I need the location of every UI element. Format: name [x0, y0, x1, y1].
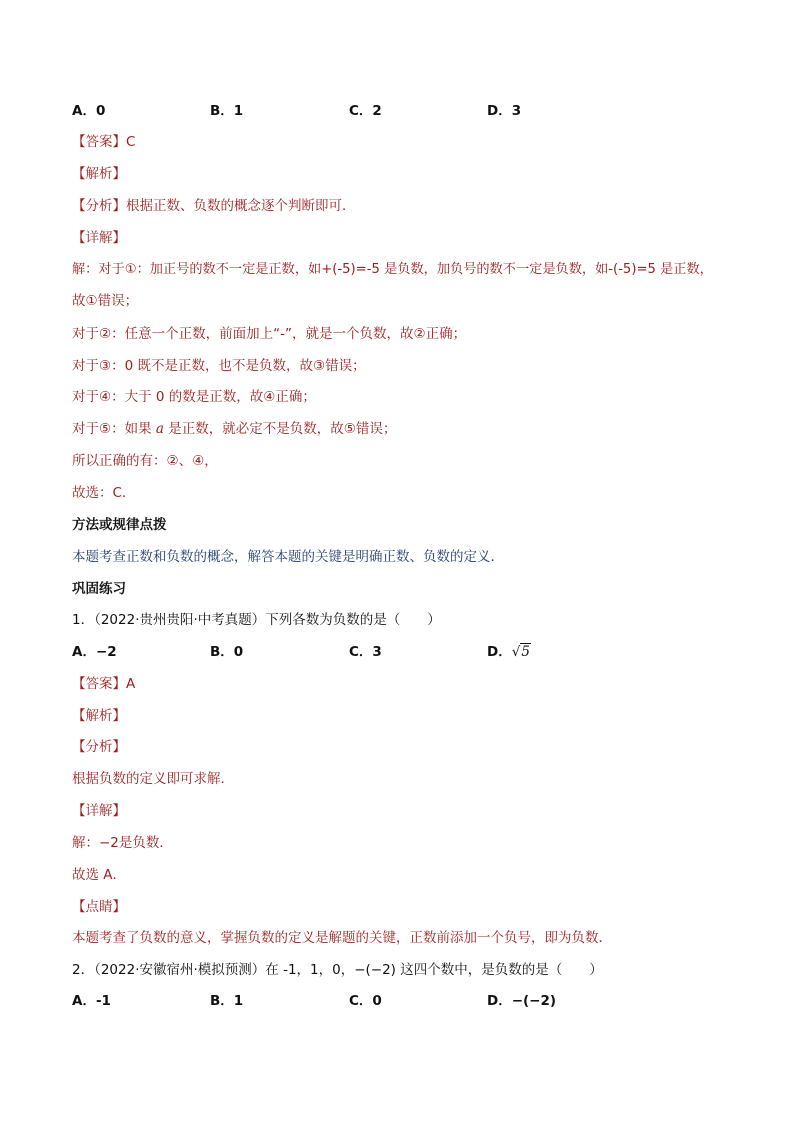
- q1-answer: 【答案】A: [72, 676, 136, 692]
- q0-detail-line6-b: 是正数，就必定不是负数，故⑤错误；: [163, 421, 397, 437]
- q0-option-c: C．2: [349, 103, 382, 119]
- q0-detail-line5: 对于④：大于 0 的数是正数，故④正确；: [72, 389, 316, 405]
- q2-option-a: A．-1: [72, 993, 111, 1009]
- variable-a: a: [155, 421, 164, 437]
- q2-option-b: B．1: [210, 993, 244, 1009]
- q1-xiangjie-label: 【详解】: [72, 803, 126, 819]
- q0-detail-line4: 对于③：0 既不是正数，也不是负数，故③错误；: [72, 358, 366, 374]
- q1-option-a: [72, 642, 117, 662]
- q1-jiexi-label: 【解析】: [72, 708, 126, 724]
- q1-detail2: 故选 A．: [72, 867, 127, 883]
- sqrt-symbol: √: [511, 644, 521, 660]
- q0-fenxi: [72, 196, 356, 216]
- q1-detail1: 解：−2是负数．: [72, 835, 173, 851]
- q0-option-a: A．0: [72, 103, 106, 119]
- q1-option-d-label: D．: [487, 644, 512, 660]
- practice-title: 巩固练习: [72, 581, 126, 597]
- q1-dianjing-text: 本题考查了负数的意义，掌握负数的定义是解题的关键，正数前添加一个负号，即为负数．: [72, 930, 612, 946]
- q1-fenxi-label: 【分析】: [72, 739, 126, 755]
- method-text: 本题考查正数和负数的概念，解答本题的关键是明确正数、负数的定义．: [72, 549, 504, 565]
- q0-xiangjie-label: 【详解】: [72, 230, 126, 246]
- q1-fenxi-text: 根据负数的定义即可求解．: [72, 771, 234, 787]
- q0-jiexi-label: 【解析】: [72, 166, 126, 182]
- q1-option-d: [487, 642, 531, 662]
- q0-detail-line2: 故①错误；: [72, 293, 139, 309]
- q0-detail-line6: [72, 419, 396, 439]
- q0-detail-line7: 所以正确的有：②、④，: [72, 453, 218, 469]
- q1-option-c: C．3: [349, 644, 382, 660]
- method-title: 方法或规律点拨: [72, 517, 167, 533]
- q0-option-d: D．3: [487, 103, 522, 119]
- q1-dianjing-label: 【点睛】: [72, 899, 126, 915]
- q0-fenxi-text: 根据正数、负数的概念逐个判断即可．: [126, 198, 356, 214]
- sqrt-radicand: 5: [521, 644, 530, 660]
- q0-detail-line1: 解：对于①：加正号的数不一定是正数，如+(-5)=-5 是负数，加负号的数不一定是负数，如-(-5)=5 是正数，: [72, 262, 713, 277]
- q1-option-a-label: A．−2: [72, 644, 117, 660]
- q2-option-c: C．0: [349, 993, 382, 1009]
- q0-fenxi-label: 【分析】: [72, 198, 126, 214]
- q2-stem: 2．（2022·安徽宿州·模拟预测）在 -1，1，0，−(−2) 这四个数中，是负数的是（ ）: [72, 962, 603, 978]
- q2-option-d: D．−(−2): [487, 993, 557, 1009]
- q1-stem: 1．（2022·贵州贵阳·中考真题）下列各数为负数的是（ ）: [72, 612, 441, 628]
- q0-detail-line8: 故选：C．: [72, 485, 136, 501]
- q0-option-b: B．1: [210, 103, 244, 119]
- q1-option-b: B．0: [210, 644, 244, 660]
- q0-answer: 【答案】C: [72, 134, 136, 150]
- q0-detail-line3: 对于②：任意一个正数，前面加上“-”，就是一个负数，故②正确；: [72, 326, 467, 342]
- q0-detail-line6-a: 对于⑤：如果: [72, 421, 156, 437]
